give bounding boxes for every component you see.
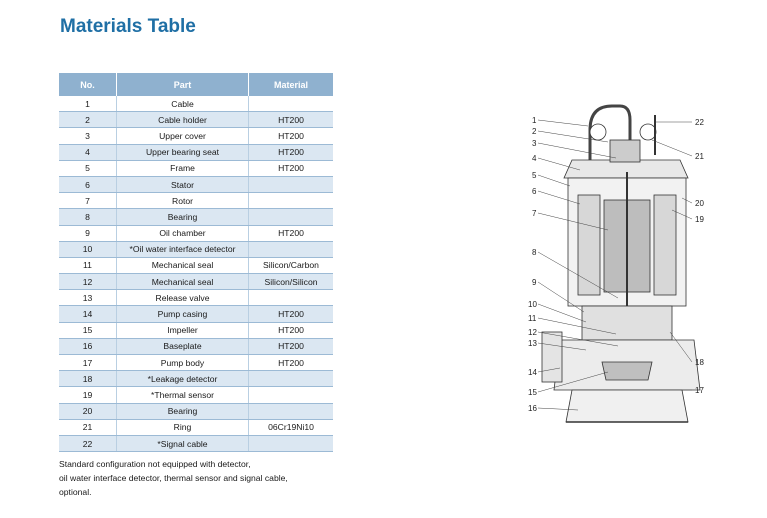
cell-part: Rotor — [117, 193, 249, 209]
header-material: Material — [249, 73, 334, 96]
table-row — [59, 435, 333, 451]
cell-material: HT200 — [249, 144, 334, 160]
cell-no: 12 — [59, 274, 117, 290]
diagram-label: 9 — [532, 278, 537, 287]
diagram-label: 14 — [528, 368, 537, 377]
cell-no: 15 — [59, 322, 117, 338]
cell-no: 17 — [59, 355, 117, 371]
diagram-label: 8 — [532, 248, 537, 257]
table-row — [59, 387, 333, 403]
cell-part: *Signal cable — [117, 435, 249, 451]
table-row — [59, 193, 333, 209]
table-row — [59, 160, 333, 176]
cell-part: Upper cover — [117, 128, 249, 144]
cell-part: Pump casing — [117, 306, 249, 322]
diagram-label: 3 — [532, 139, 537, 148]
cell-no: 10 — [59, 241, 117, 257]
cell-material: 06Cr19Ni10 — [249, 419, 334, 435]
cell-material: HT200 — [249, 355, 334, 371]
table-row — [59, 355, 333, 371]
cell-no: 19 — [59, 387, 117, 403]
cell-material: HT200 — [249, 225, 334, 241]
cell-no: 14 — [59, 306, 117, 322]
cell-material — [249, 96, 334, 112]
cell-part: Cable holder — [117, 112, 249, 128]
cell-part: *Oil water interface detector — [117, 241, 249, 257]
diagram-label: 2 — [532, 127, 537, 136]
cell-material — [249, 176, 334, 192]
cell-part: *Leakage detector — [117, 371, 249, 387]
cell-no: 2 — [59, 112, 117, 128]
cell-part: Impeller — [117, 322, 249, 338]
diagram-label: 18 — [695, 358, 704, 367]
cell-no: 3 — [59, 128, 117, 144]
cell-part: Stator — [117, 176, 249, 192]
cell-material: Silicon/Silicon — [249, 274, 334, 290]
diagram-label: 20 — [695, 199, 704, 208]
table-row — [59, 290, 333, 306]
diagram-label: 4 — [532, 154, 537, 163]
cell-no: 9 — [59, 225, 117, 241]
table-row — [59, 241, 333, 257]
cell-material: Silicon/Carbon — [249, 257, 334, 273]
table-row — [59, 322, 333, 338]
cell-part: Bearing — [117, 403, 249, 419]
header-no: No. — [59, 73, 117, 96]
diagram-label: 11 — [528, 314, 537, 323]
cell-no: 16 — [59, 338, 117, 354]
cell-no: 5 — [59, 160, 117, 176]
cell-no: 4 — [59, 144, 117, 160]
cell-no: 13 — [59, 290, 117, 306]
diagram-label: 6 — [532, 187, 537, 196]
diagram-label: 15 — [528, 388, 537, 397]
table-row — [59, 306, 333, 322]
cell-no: 7 — [59, 193, 117, 209]
cell-part: Baseplate — [117, 338, 249, 354]
diagram-label: 21 — [695, 152, 704, 161]
cell-part: Upper bearing seat — [117, 144, 249, 160]
table-row — [59, 144, 333, 160]
cell-material — [249, 241, 334, 257]
table-row — [59, 112, 333, 128]
table-row — [59, 128, 333, 144]
page-title: Materials Table — [60, 16, 196, 37]
cell-no: 20 — [59, 403, 117, 419]
cell-material — [249, 371, 334, 387]
cell-material: HT200 — [249, 338, 334, 354]
cell-part: Frame — [117, 160, 249, 176]
cell-part: Pump body — [117, 355, 249, 371]
table-header-row — [59, 73, 333, 96]
diagram-label: 13 — [528, 339, 537, 348]
table-row — [59, 257, 333, 273]
materials-table — [59, 73, 333, 452]
table-row — [59, 338, 333, 354]
cell-part: Ring — [117, 419, 249, 435]
cell-no: 8 — [59, 209, 117, 225]
cell-part: Oil chamber — [117, 225, 249, 241]
table-row — [59, 274, 333, 290]
table-row — [59, 176, 333, 192]
cell-material: HT200 — [249, 128, 334, 144]
cell-part: Release valve — [117, 290, 249, 306]
cell-part: Bearing — [117, 209, 249, 225]
diagram-label: 7 — [532, 209, 537, 218]
cell-material: HT200 — [249, 112, 334, 128]
table-row — [59, 371, 333, 387]
table-row — [59, 225, 333, 241]
cell-no: 21 — [59, 419, 117, 435]
cell-material — [249, 290, 334, 306]
diagram-label: 19 — [695, 215, 704, 224]
cell-material — [249, 193, 334, 209]
cell-no: 18 — [59, 371, 117, 387]
cell-no: 1 — [59, 96, 117, 112]
footnote-line: Standard configuration not equipped with detector, — [59, 459, 251, 469]
diagram-label: 16 — [528, 404, 537, 413]
cell-part: Mechanical seal — [117, 274, 249, 290]
footnote — [59, 457, 288, 499]
cell-no: 6 — [59, 176, 117, 192]
cell-no: 22 — [59, 435, 117, 451]
cell-part: Mechanical seal — [117, 257, 249, 273]
cell-material — [249, 387, 334, 403]
table-row — [59, 209, 333, 225]
pump-cross-section-diagram — [520, 100, 750, 450]
cell-part: Cable — [117, 96, 249, 112]
cell-material: HT200 — [249, 160, 334, 176]
table-row — [59, 96, 333, 112]
cell-material — [249, 403, 334, 419]
diagram-label: 5 — [532, 171, 537, 180]
cell-part: *Thermal sensor — [117, 387, 249, 403]
diagram-label: 10 — [528, 300, 537, 309]
cell-no: 11 — [59, 257, 117, 273]
footnote-line: optional. — [59, 487, 92, 497]
cell-material — [249, 435, 334, 451]
diagram-label: 12 — [528, 328, 537, 337]
table-row — [59, 403, 333, 419]
cell-material — [249, 209, 334, 225]
diagram-label: 1 — [532, 116, 537, 125]
cell-material: HT200 — [249, 306, 334, 322]
diagram-label: 22 — [695, 118, 704, 127]
footnote-line: oil water interface detector, thermal sensor and signal cable, — [59, 473, 288, 483]
header-part: Part — [117, 73, 249, 96]
cell-material: HT200 — [249, 322, 334, 338]
table-row — [59, 419, 333, 435]
diagram-label: 17 — [695, 386, 704, 395]
